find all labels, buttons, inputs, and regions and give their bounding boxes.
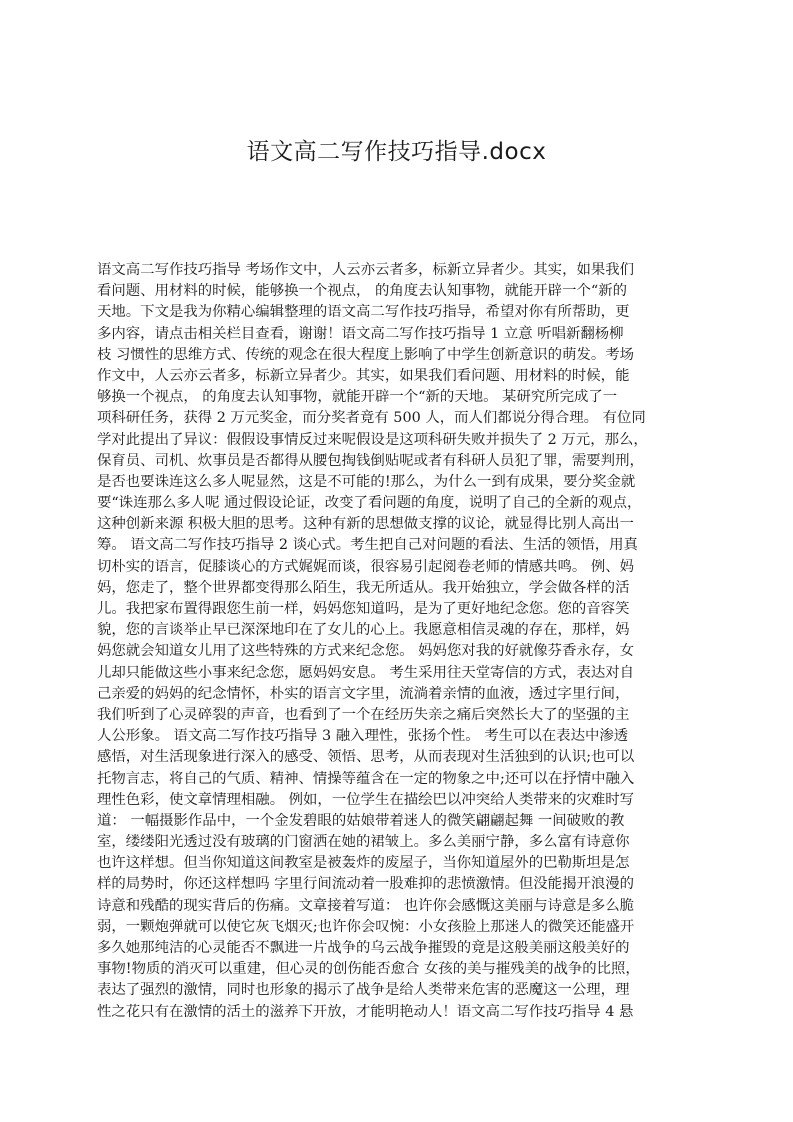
body-text-line: 儿。我把家布置得跟您生前一样，妈妈您知道吗，是为了更好地纪念您。您的音容笑 — [97, 601, 630, 617]
body-text-line: 保育员、司机、炊事员是否都得从腰包掏钱倒贴呢或者有科研人员犯了罪，需要判刑， — [97, 452, 644, 469]
body-text-line: 看问题、用材料的时候，能够换一个视点， 的角度去认知事物，就能开辟一个“新的 — [97, 283, 627, 300]
body-text-line: 多久她那纯洁的心灵能否不飘进一片战争的乌云战争摧毁的竟是这般美丽这般美好的 — [97, 940, 630, 956]
body-text-line: 理性色彩，使文章情理相融。 例如，一位学生在描绘巴以冲突给人类带来的灾难时写 — [97, 791, 635, 808]
body-text-line: 诗意和残酷的现实背后的伤痛。文章接着写道： 也许你会感慨这美丽与诗意是多么脆 — [97, 897, 635, 914]
body-text-line: 貌，您的言谈举止早已深深地印在了女儿的心上。我愿意相信灵魂的存在，那样，妈 — [97, 622, 630, 639]
body-text-line: 我们听到了心灵碎裂的声音，也看到了一个在经历失亲之痛后突然长大了的坚强的主 — [97, 706, 630, 723]
document-title: 语文高二写作技巧指导.docx — [246, 139, 547, 165]
body-text-line: 事物!物质的消灭可以重建，但心灵的创伤能否愈合 女孩的美与摧残美的战争的比照， — [97, 961, 640, 978]
body-text-line: 儿却只能做这些小事来纪念您，愿妈妈安息。 考生采用往天堂寄信的方式，表达对自 — [97, 664, 635, 681]
body-text-line: 托物言志，将自己的气质、精神、情操等蕴含在一定的物象之中;还可以在抒情中融入 — [97, 770, 635, 787]
body-text-line: 室，缕缕阳光透过没有玻璃的门窗洒在她的裙皱上。多么美丽宁静，多么富有诗意你 — [97, 834, 630, 851]
body-text-line: 项科研任务，获得 2 万元奖金，而分奖者竟有 500 人，而人们都说分得合理。 有位同 — [97, 410, 646, 427]
body-text-line: 学对此提出了异议：假假设事情反过来呢假设是这项科研失败并损失了 2 万元，那么， — [97, 431, 648, 448]
body-text-line: 妈，您走了，整个世界都变得那么陌生，我无所适从。我开始独立，学会做各样的活 — [97, 579, 630, 596]
body-text-line: 要“诛连那么多人呢 通过假设论证，改变了看问题的角度，说明了自己的全新的观点， — [97, 495, 642, 512]
body-text-line: 性之花只有在激情的活土的滋养下开放，才能明艳动人！语文高二写作技巧指导 4 悬 — [97, 1003, 634, 1020]
body-text-line: 弱，一颗炮弹就可以使它灰飞烟灭;也许你会叹惋：小女孩脸上那迷人的微笑还能盛开 — [97, 918, 635, 935]
body-text-line: 作文中，人云亦云者多，标新立异者少。其实，如果我们看问题、用材料的时候，能 — [97, 367, 630, 384]
body-text-line: 切朴实的语言，促膝谈心的方式娓娓而谈，很容易引起阅卷老师的情感共鸣。 例、妈 — [97, 558, 635, 575]
body-text-line: 语文高二写作技巧指导 考场作文中，人云亦云者多，标新立异者少。其实，如果我们 — [97, 262, 635, 278]
body-text-line: 是否也要诛连这么多人呢显然，这是不可能的!那么，为什么一到有成果，要分奖金就 — [97, 473, 636, 490]
body-text-line: 道： 一幅摄影作品中，一个金发碧眼的姑娘带着迷人的微笑翩翩起舞 一间破败的教 — [97, 812, 625, 829]
body-text-line: 样的局势时，你还这样想吗 字里行间流动着一股难抑的悲愤激情。但没能揭开浪漫的 — [97, 876, 635, 893]
body-text-line: 感悟，对生活现象进行深入的感受、领悟、思考，从而表现对生活独到的认识;也可以 — [97, 749, 635, 766]
body-text-line: 这种创新来源 积极大胆的思考。这种有新的思想做支撑的议论，就显得比别人高出一 — [97, 516, 635, 533]
body-text-line: 枝 习惯性的思维方式、传统的观念在很大程度上影响了中学生创新意识的萌发。考场 — [97, 346, 635, 363]
body-text-line: 己亲爱的妈妈的纪念情怀，朴实的语言文字里，流淌着亲情的血液，透过字里行间， — [97, 685, 630, 702]
body-text-line: 妈您就会知道女儿用了这些特殊的方式来纪念您。 妈妈您对我的好就像芬香永存，女 — [97, 643, 635, 660]
body-text-line: 筹。 语文高二写作技巧指导 2 谈心式。考生把自己对问题的看法、生活的领悟，用真 — [97, 537, 638, 554]
body-text-line: 天地。下文是我为你精心编辑整理的语文高二写作技巧指导，希望对你有所帮助，更 — [97, 304, 630, 321]
document-body — [97, 260, 701, 1023]
body-text-line: 人公形象。 语文高二写作技巧指导 3 融入理性，张扬个性。 考生可以在表达中渗透 — [97, 728, 629, 745]
body-text-line: 表达了强烈的激情，同时也形象的揭示了战争是给人类带来危害的恶魔这一公理，理 — [97, 982, 630, 999]
body-text-line: 多内容，请点击相关栏目查看，谢谢！语文高二写作技巧指导 1 立意 听唱新翻杨柳 — [97, 325, 624, 342]
body-text-line: 也许这样想。但当你知道这间教室是被轰炸的废屋子，当你知道屋外的巴勒斯坦是怎 — [97, 855, 630, 872]
body-text-line: 够换一个视点， 的角度去认知事物，就能开辟一个“新的天地。 某研究所完成了一 — [97, 389, 618, 406]
